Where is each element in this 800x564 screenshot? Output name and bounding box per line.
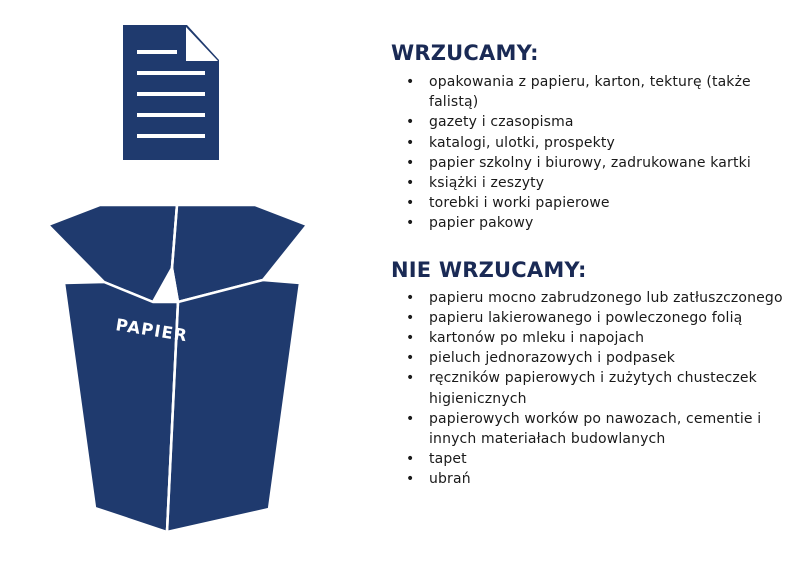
list-item-text: tapet [429,451,467,468]
list-item [391,193,791,213]
bullet-icon: • [406,134,415,151]
list-item-text: papieru mocno zabrudzonego lub zatłuszczonego [429,289,783,306]
list-item [391,409,791,449]
bullet-icon: • [406,74,415,90]
list-item-text: pieluch jednorazowych i podpasek [429,350,675,367]
list-item [391,449,791,469]
list-item-text: papier pakowy [429,215,534,232]
list-item [391,72,791,112]
list-item-text: gazety i czasopisma [429,114,574,131]
bullet-icon: • [406,289,415,306]
bullet-icon: • [406,410,415,427]
rejected-heading: NIE WRZUCAMY: [391,257,587,282]
bullet-icon: • [406,350,415,367]
list-item-text: opakowania z papieru, karton, tekturę (także falistą) [429,74,751,111]
list-item-text: książki i zeszyty [429,175,545,192]
list-item [391,173,791,193]
list-item [391,133,791,153]
accepted-list [391,72,791,234]
list-item [391,469,791,489]
list-item [391,328,791,348]
bullet-icon: • [406,471,415,488]
list-item-text: katalogi, ulotki, prospekty [429,134,615,151]
bin-body-right [167,280,300,532]
list-item-text: papierowych worków po nawozach, cementie i innych materiałach budowlanych [429,410,762,448]
list-item-text: papieru lakierowanego i powleczonego folią [429,309,743,326]
bullet-icon: • [406,215,415,232]
list-item [391,348,791,368]
list-item [391,288,791,308]
document-line [137,50,177,54]
document-line [137,71,205,75]
bullet-icon: • [406,370,415,387]
bullet-icon: • [406,451,415,468]
list-item [391,153,791,173]
bullet-icon: • [406,330,415,347]
accepted-heading: WRZUCAMY: [391,41,539,65]
bullet-icon: • [406,309,415,326]
list-item-text: ubrań [429,471,471,488]
document-line [137,92,205,96]
bullet-icon: • [406,114,415,131]
document-icon [123,25,219,160]
paper-recycling-bin [48,205,307,532]
list-item [391,308,791,328]
bin-label: PAPIER [114,315,190,346]
accepted-section [391,40,791,234]
list-item [391,368,791,408]
document-line [137,113,205,117]
bullet-icon: • [406,175,415,192]
list-item-text: kartonów po mleku i napojach [429,330,645,347]
bullet-icon: • [406,195,415,212]
list-item [391,112,791,132]
bullet-icon: • [406,154,415,171]
rejected-section [391,257,791,490]
rejected-list [391,288,791,490]
list-item-text: torebki i worki papierowe [429,195,610,212]
text-panel [391,40,791,490]
document-line [137,134,205,138]
list-item-text: ręczników papierowych i zużytych chusteczek higienicznych [429,370,757,407]
list-item [391,213,791,233]
list-item-text: papier szkolny i biurowy, zadrukowane kartki [429,154,751,171]
illustration [0,0,380,564]
